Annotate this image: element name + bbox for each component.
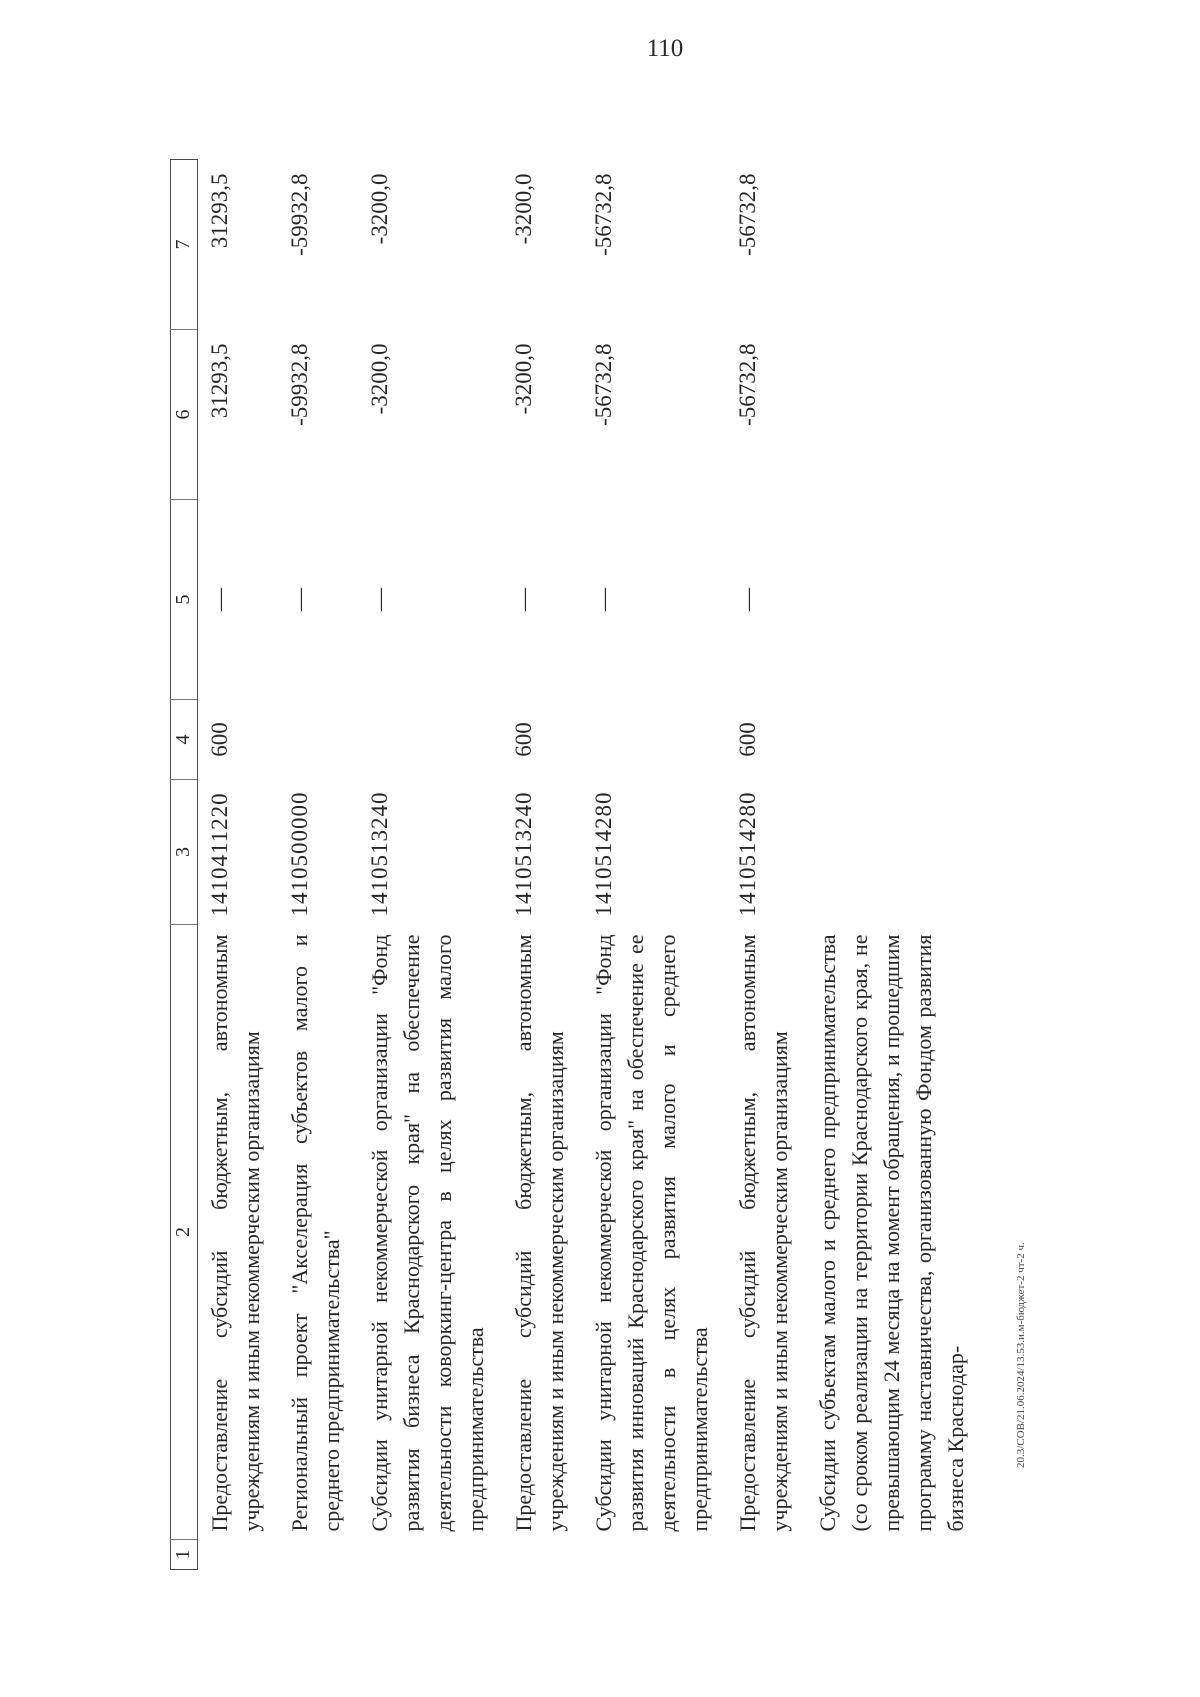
cell-type: 600 [735, 722, 760, 757]
cell-description: Субсидии унитарной некоммерческой организации "Фонд развития инноваций Краснодарского края" на обеспечение ее деятельности в целях развития малого и среднего предпринимательства [591, 934, 712, 1532]
cell-type: 600 [511, 722, 536, 757]
table-row [278, 160, 358, 1570]
cell-description: Субсидии субъектам малого и среднего предпринимательства (со сроком реализации на территории Краснодарского края, не превышающим 24 месяца на момент обращения, и прошедшим программу наставничества, организованную Фондом развития бизнеса Краснодар- [815, 934, 968, 1532]
cell-code [806, 780, 982, 925]
document-footer-code: 20.3/СОВ/21.06.2024/13.53.и.м-бюджет-2 чт-2 ч. [1015, 1242, 1027, 1468]
cell-col1 [726, 1540, 806, 1570]
cell-amount-6: 31293,5 [207, 343, 232, 419]
cell-amount-6: -3200,0 [367, 343, 392, 415]
cell-description: Региональный проект "Акселерация субъектов малого и среднего предпринимательства" [287, 934, 344, 1532]
rotated-table-container [170, 150, 968, 1570]
table-row [726, 160, 806, 1570]
cell-code: 1410514280 [735, 791, 760, 917]
cell-type [278, 700, 358, 780]
col-header-6: 6 [171, 330, 198, 500]
cell-amount-6: -56732,8 [735, 343, 760, 426]
col-header-4: 4 [171, 700, 198, 780]
cell-code: 1410513240 [511, 791, 536, 917]
page-number: 110 [646, 35, 684, 62]
cell-col5 [806, 500, 982, 700]
col-header-3: 3 [171, 780, 198, 925]
table-row [582, 160, 726, 1570]
cell-amount-7: -56732,8 [735, 173, 760, 256]
table-row [198, 160, 279, 1570]
cell-description: Предоставление субсидий бюджетным, автономным учреждениям и иным некоммерческим организациям [735, 934, 792, 1532]
col-header-7: 7 [171, 160, 198, 330]
cell-type: 600 [207, 722, 232, 757]
cell-description: Предоставление субсидий бюджетным, автономным учреждениям и иным некоммерческим организациям [511, 934, 568, 1532]
cell-code: 1410411220 [207, 792, 232, 917]
budget-table [170, 159, 982, 1570]
cell-amount-7: -3200,0 [367, 173, 392, 245]
cell-amount-6: -56732,8 [591, 343, 616, 426]
cell-col5: — [511, 588, 536, 611]
cell-col5: — [287, 588, 312, 611]
cell-col1 [806, 1540, 982, 1570]
cell-code: 1410513240 [367, 791, 392, 917]
cell-col5: — [591, 588, 616, 611]
cell-col1 [358, 1540, 502, 1570]
cell-code: 1410514280 [591, 791, 616, 917]
cell-amount-7: 31293,5 [207, 173, 232, 249]
cell-col1 [198, 1540, 279, 1570]
cell-amount-7: -3200,0 [511, 173, 536, 245]
cell-type [806, 700, 982, 780]
cell-amount-6 [806, 330, 982, 500]
cell-type [582, 700, 726, 780]
table-row [806, 160, 982, 1570]
cell-col5: — [207, 588, 232, 611]
cell-amount-7: -59932,8 [287, 173, 312, 256]
cell-description: Предоставление субсидий бюджетным, автономным учреждениям и иным некоммерческим организациям [207, 934, 264, 1532]
cell-amount-6: -3200,0 [511, 343, 536, 415]
cell-amount-6: -59932,8 [287, 343, 312, 426]
cell-col1 [502, 1540, 582, 1570]
col-header-5: 5 [171, 500, 198, 700]
cell-col1 [278, 1540, 358, 1570]
col-header-1: 1 [171, 1540, 198, 1570]
table-header-row [171, 160, 198, 1570]
cell-col5: — [735, 588, 760, 611]
cell-code: 1410500000 [287, 791, 312, 917]
col-header-2: 2 [171, 925, 198, 1540]
cell-col5: — [367, 588, 392, 611]
table-row [502, 160, 582, 1570]
cell-description: Субсидии унитарной некоммерческой организации "Фонд развития бизнеса Краснодарского края" на обеспечение деятельности коворкинг-центра в целях развития малого предпринимательства [367, 934, 488, 1532]
cell-amount-7: -56732,8 [591, 173, 616, 256]
cell-type [358, 700, 502, 780]
cell-amount-7 [806, 160, 982, 330]
table-row [358, 160, 502, 1570]
cell-col1 [582, 1540, 726, 1570]
